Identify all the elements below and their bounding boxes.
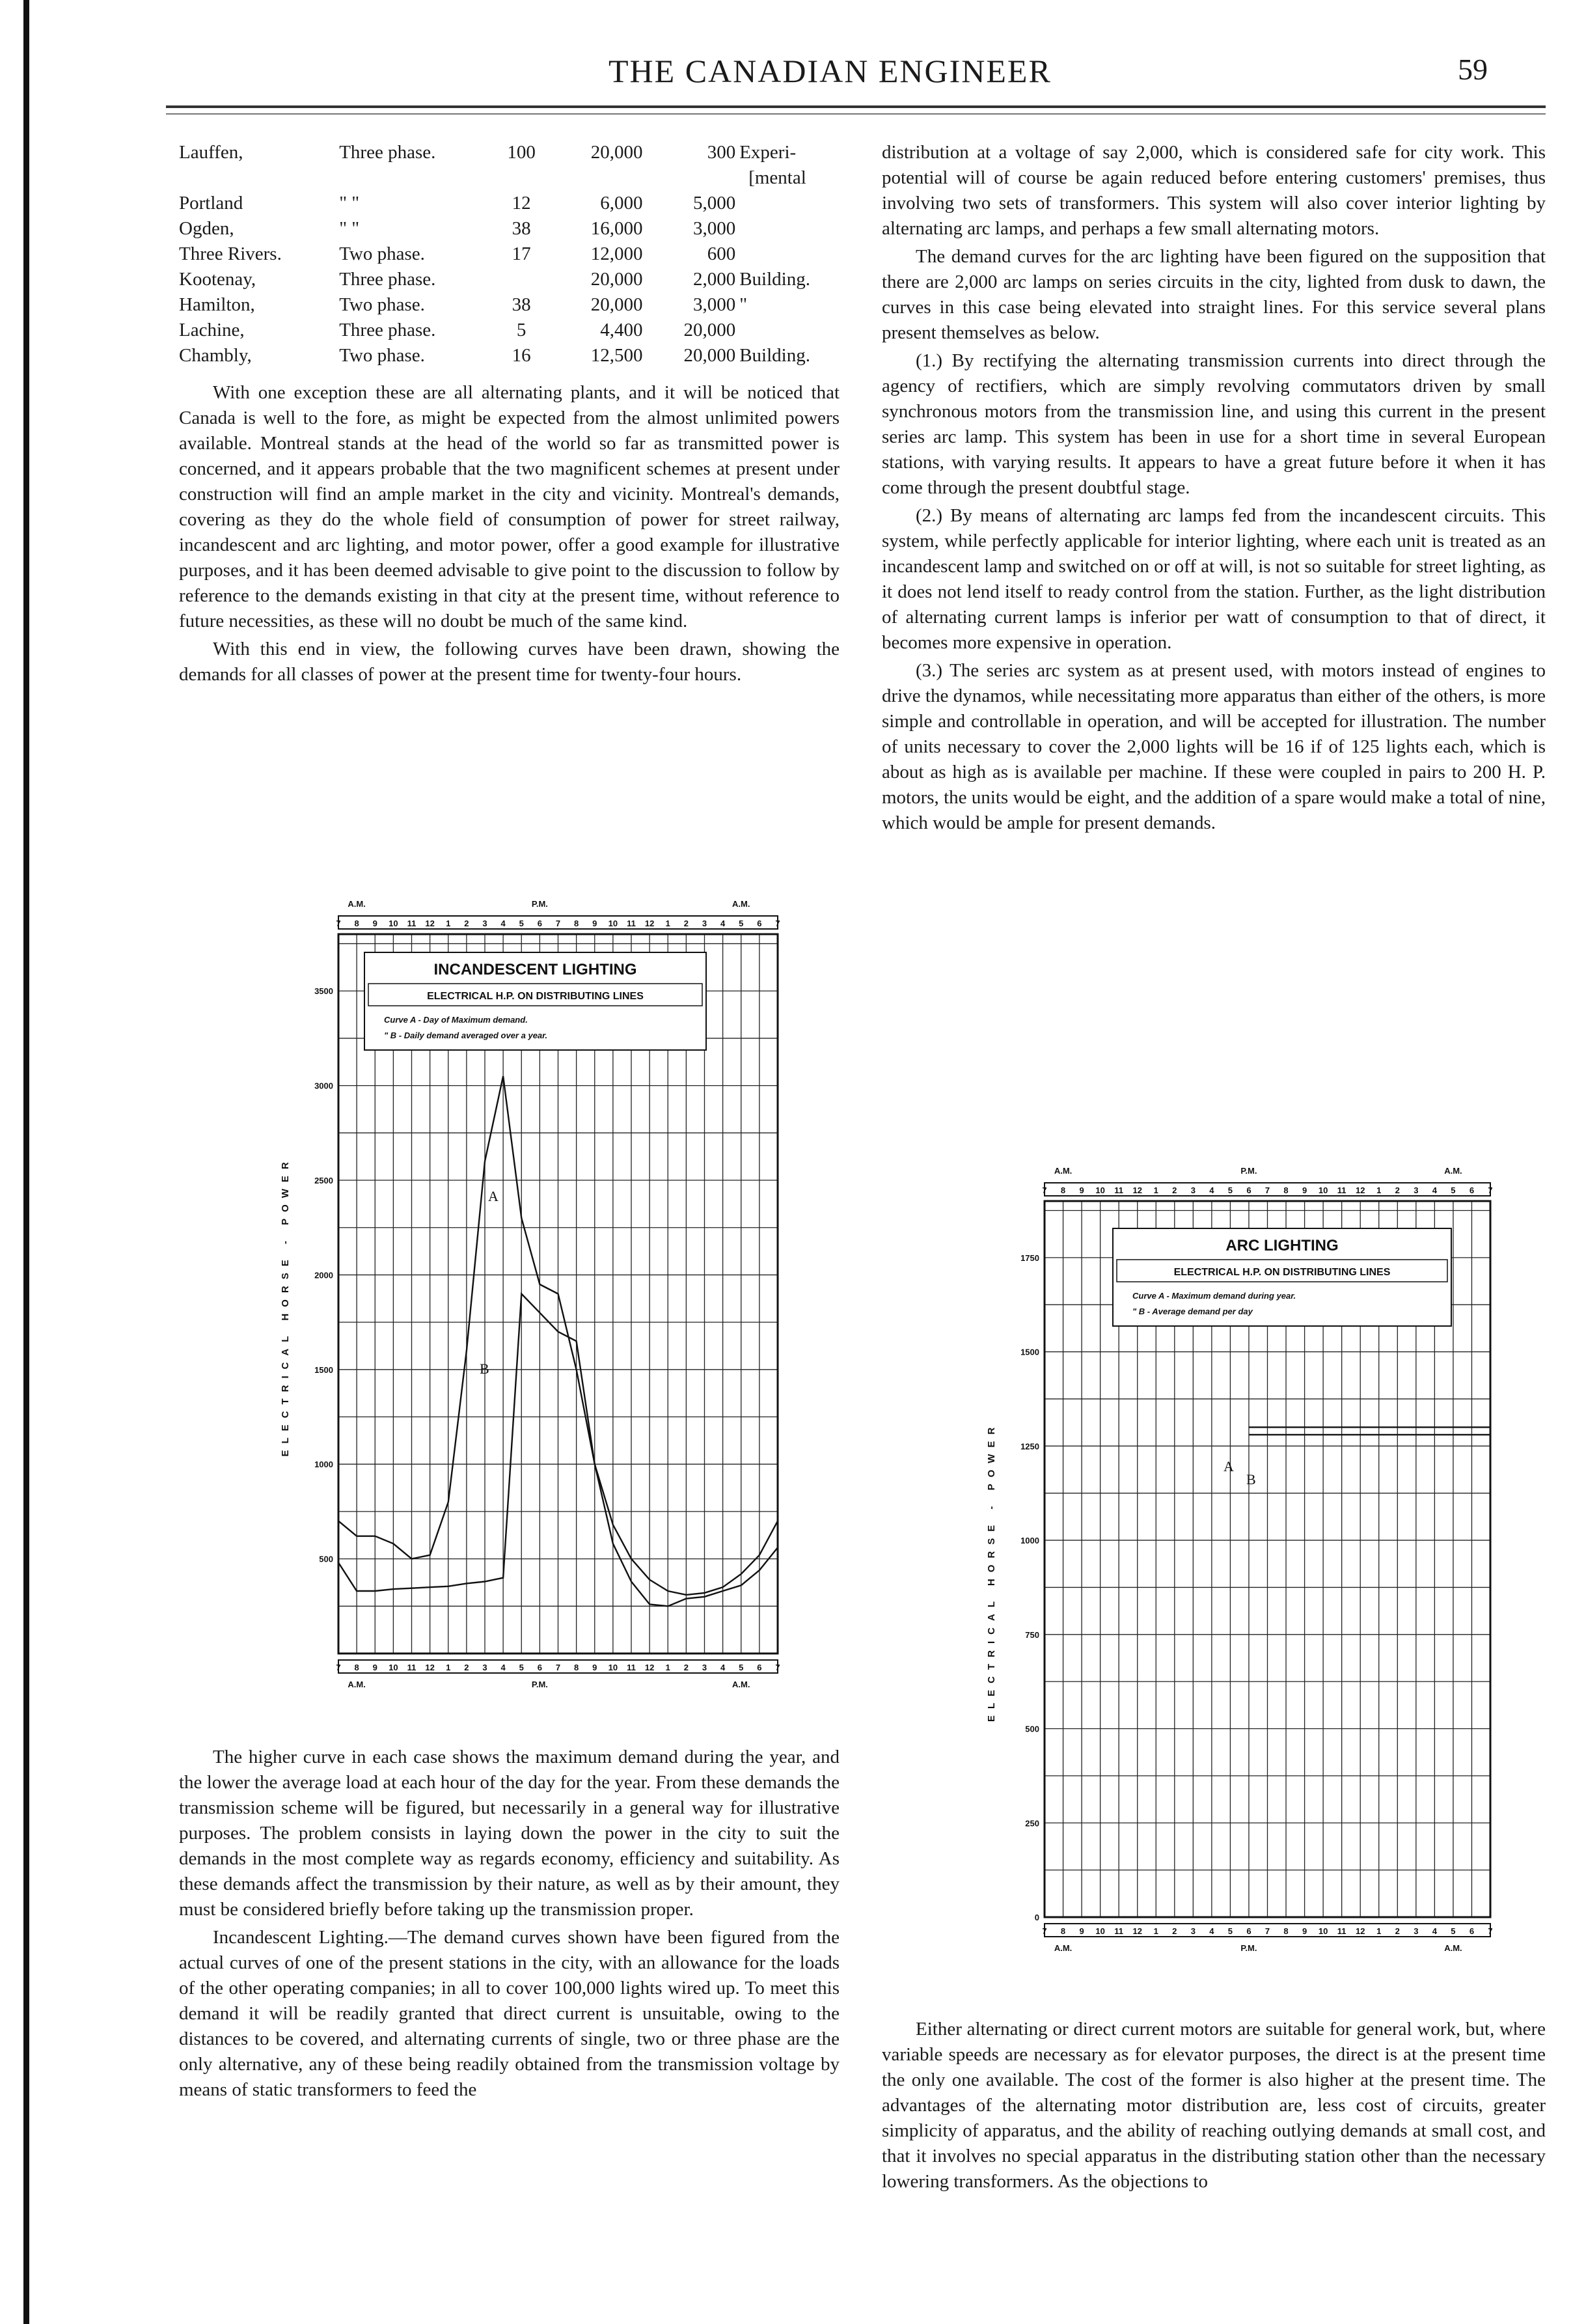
hour-tick-label: 5 <box>739 1663 744 1672</box>
hour-tick-label: 4 <box>1209 1185 1214 1195</box>
y-tick-label: 500 <box>319 1554 333 1564</box>
table-cell: " <box>739 294 748 315</box>
period-label: P.M. <box>531 899 548 909</box>
hour-tick-label: 4 <box>500 1663 506 1672</box>
table-cell: 38 <box>512 294 531 315</box>
hour-tick-label: 3 <box>702 1663 707 1672</box>
hour-tick-label: 3 <box>1414 1185 1419 1195</box>
hour-tick-label: 9 <box>1302 1185 1307 1195</box>
y-tick-label: 2000 <box>314 1270 333 1280</box>
period-label: A.M. <box>1444 1166 1462 1176</box>
table-cell: 2,000 <box>692 269 736 290</box>
table-cell: 20,000 <box>590 142 643 163</box>
table-cell: Three phase. <box>339 269 436 290</box>
hour-tick-label: 7 <box>336 919 341 928</box>
period-label: A.M. <box>348 1680 366 1689</box>
hour-tick-label: 8 <box>1283 1185 1289 1195</box>
table-row <box>179 140 840 165</box>
hour-tick-label: 11 <box>1337 1185 1347 1195</box>
hour-tick-label: 2 <box>1395 1926 1400 1936</box>
hour-tick-label: 9 <box>592 919 597 928</box>
left-column <box>179 140 840 690</box>
table-cell: 3,000 <box>692 218 736 239</box>
arc-lighting-chart <box>976 1142 1503 1989</box>
table-cell: Experi- <box>739 142 797 163</box>
table-cell: 12,000 <box>590 243 643 264</box>
table-cell: 4,400 <box>600 320 643 340</box>
y-tick-label: 1500 <box>1020 1347 1039 1357</box>
table-cell <box>499 267 548 292</box>
hour-tick-label: 7 <box>775 919 780 928</box>
hour-tick-label: 12 <box>425 1663 435 1672</box>
hour-tick-label: 2 <box>464 1663 469 1672</box>
hour-tick-label: 8 <box>354 1663 359 1672</box>
hour-tick-label: 7 <box>1042 1926 1047 1936</box>
y-tick-label: 0 <box>1034 1913 1039 1922</box>
hour-tick-label: 9 <box>1079 1926 1084 1936</box>
table-cell: Lachine, <box>179 320 245 340</box>
incandescent-lighting-chart <box>270 876 791 1728</box>
binding-edge <box>0 0 60 2324</box>
hour-tick-label: 1 <box>446 919 451 928</box>
hour-tick-label: 10 <box>389 1663 398 1672</box>
chart-title: ARC LIGHTING <box>1225 1237 1339 1254</box>
hour-tick-label: 6 <box>757 919 762 928</box>
table-row <box>179 242 840 267</box>
header-rule-secondary <box>166 113 1546 115</box>
table-row <box>179 292 840 318</box>
series-label: A <box>1224 1458 1234 1474</box>
table-cell: 38 <box>512 218 531 239</box>
hour-tick-label: 5 <box>1227 1926 1233 1936</box>
table-cell: Two phase. <box>339 345 425 366</box>
hour-tick-label: 1 <box>1376 1926 1382 1936</box>
table-cell: Three Rivers. <box>179 243 282 264</box>
table-cell: 16,000 <box>590 218 643 239</box>
hour-tick-label: 11 <box>407 1663 417 1672</box>
y-tick-label: 750 <box>1025 1629 1039 1640</box>
hour-tick-label: 7 <box>1488 1185 1493 1195</box>
hour-tick-label: 7 <box>555 919 561 928</box>
table-cell: 3,000 <box>692 294 736 315</box>
table-cell: 12,500 <box>590 345 643 366</box>
paragraph: distribution at a voltage of say 2,000, which is considered safe for city work. This potential will of course be again reduced before entering customers' premises, thus involving two sets of transformers. This system will also cover interior lighting by alternating arc lamps, and perhaps a few small alternating motors. <box>882 142 1546 239</box>
legend-entry: " B - Average demand per day <box>1132 1307 1253 1316</box>
hour-tick-label: 6 <box>757 1663 762 1672</box>
chart-subtitle: ELECTRICAL H.P. ON DISTRIBUTING LINES <box>1173 1267 1391 1278</box>
hour-tick-label: 1 <box>446 1663 451 1672</box>
series-label: A <box>488 1188 499 1204</box>
period-label: P.M. <box>531 1680 548 1689</box>
hour-tick-label: 2 <box>1172 1926 1177 1936</box>
table-cell: Portland <box>179 193 243 214</box>
legend-entry: " B - Daily demand averaged over a year. <box>384 1031 548 1040</box>
period-label: A.M. <box>1054 1943 1073 1953</box>
table-cell: Lauffen, <box>179 142 243 163</box>
right-column-lower <box>882 2017 1546 2197</box>
hour-tick-label: 12 <box>1132 1926 1142 1936</box>
hour-tick-label: 7 <box>555 1663 561 1672</box>
y-axis-label: ELECTRICAL HORSE - POWER <box>280 1155 291 1457</box>
transmission-lines-table <box>179 140 840 368</box>
hour-tick-label: 11 <box>1337 1926 1347 1936</box>
hour-tick-label: 11 <box>1114 1185 1124 1195</box>
hour-tick-label: 3 <box>702 919 707 928</box>
table-row <box>179 318 840 343</box>
table-cell: Three phase. <box>339 142 436 163</box>
hour-tick-label: 3 <box>482 919 487 928</box>
hour-tick-label: 6 <box>537 1663 542 1672</box>
hour-tick-label: 4 <box>500 919 506 928</box>
table-cell <box>739 216 840 242</box>
table-cell: " " <box>339 218 360 239</box>
table-cell: 600 <box>707 243 736 264</box>
hour-tick-label: 4 <box>720 1663 726 1672</box>
hour-tick-label: 8 <box>354 919 359 928</box>
series-label: B <box>1246 1471 1256 1487</box>
hour-tick-label: 10 <box>389 919 398 928</box>
hour-tick-label: 8 <box>574 1663 579 1672</box>
hour-tick-label: 6 <box>1469 1926 1475 1936</box>
table-cell: Hamilton, <box>179 294 255 315</box>
hour-tick-label: 4 <box>1432 1185 1437 1195</box>
table-row <box>179 343 840 368</box>
hour-tick-label: 1 <box>1153 1185 1158 1195</box>
table-cell: 20,000 <box>590 269 643 290</box>
left-column-lower <box>179 1745 840 2105</box>
paragraph: With one exception these are all alternating plants, and it will be noticed that Canada is well to the fore, as might be expected from the almost unlimited powers available. Montreal stands at the head of the world so far as transmitted power is concerned, and it appears probable that the two magnificent schemes at present under construction will find an ample market in the city and vicinity. Montreal's demands, covering as they do the whole field of consumption of power for street railway, incandescent and arc lighting, and motor power, offer a good example for illustrative purposes, and it has been deemed advisable to give point to the discussion to follow by reference to the demands existing in that city at the present time, without reference to future necessities, as these will no doubt be much of the same kind. <box>179 382 840 631</box>
hour-tick-label: 2 <box>1395 1185 1400 1195</box>
hour-tick-label: 1 <box>665 919 670 928</box>
hour-tick-label: 5 <box>1227 1185 1233 1195</box>
hour-tick-label: 9 <box>1079 1185 1084 1195</box>
hour-tick-label: 6 <box>537 919 542 928</box>
table-cell: 20,000 <box>590 294 643 315</box>
table-cell: 20,000 <box>683 345 736 366</box>
hour-tick-label: 9 <box>372 919 377 928</box>
hour-tick-label: 10 <box>1095 1926 1105 1936</box>
hour-tick-label: 3 <box>482 1663 487 1672</box>
hour-tick-label: 5 <box>519 1663 524 1672</box>
table-cell: 6,000 <box>600 193 643 214</box>
table-cell <box>739 191 840 216</box>
hour-tick-label: 3 <box>1190 1185 1196 1195</box>
hour-tick-label: 8 <box>1060 1185 1066 1195</box>
hour-tick-label: 6 <box>1469 1185 1475 1195</box>
series-label: B <box>480 1361 489 1377</box>
table-cell: 20,000 <box>683 320 736 340</box>
journal-title: THE CANADIAN ENGINEER <box>608 53 1052 89</box>
hour-tick-label: 11 <box>1114 1926 1124 1936</box>
period-label: A.M. <box>1054 1166 1073 1176</box>
hour-tick-label: 1 <box>1376 1185 1382 1195</box>
y-tick-label: 250 <box>1025 1818 1039 1829</box>
hour-tick-label: 11 <box>407 919 417 928</box>
period-label: A.M. <box>732 1680 750 1689</box>
hour-tick-label: 10 <box>1095 1185 1105 1195</box>
hour-tick-label: 11 <box>627 1663 636 1672</box>
table-row <box>179 191 840 216</box>
hour-tick-label: 4 <box>1209 1926 1214 1936</box>
table-cell: Three phase. <box>339 320 436 340</box>
table-cell: 5,000 <box>692 193 736 214</box>
hour-tick-label: 10 <box>608 1663 618 1672</box>
hour-tick-label: 5 <box>739 919 744 928</box>
hour-tick-label: 10 <box>608 919 618 928</box>
hour-tick-label: 8 <box>574 919 579 928</box>
y-tick-label: 2500 <box>314 1176 333 1186</box>
paragraph: Incandescent Lighting.—The demand curves shown have been figured from the actual curves of one of the present stations in the city, with an allowance for the loads of the other operating companies; in all to cover 100,000 lights wired up. To meet this demand it will be readily granted that direct current is unsuitable, owing to the distances to be covered, and alternating currents of single, two or three phase are the only alternative, any of these being readily obtained from the transmission voltage by means of static transformers to feed the <box>179 1927 840 2100</box>
hour-tick-label: 7 <box>1042 1185 1047 1195</box>
table-row <box>179 165 840 191</box>
table-cell <box>739 318 840 343</box>
hour-tick-label: 1 <box>665 1663 670 1672</box>
hour-tick-label: 2 <box>464 919 469 928</box>
paragraph: The demand curves for the arc lighting have been figured on the supposition that there are 2,000 arc lamps on series circuits in the city, lighted from dusk to dawn, the curves in this case being elevated into straight lines. For this service several plans present themselves as below. <box>882 246 1546 343</box>
paragraph: The higher curve in each case shows the maximum demand during the year, and the lower the average load at each hour of the day for the year. From these demands the transmission scheme will be figured, but necessarily in a general way for illustrative purposes. The problem consists in laying down the power in the city to suit the demands in the most complete way as regards economy, efficiency and suitability. As these demands affect the transmission by their nature, as well as by their amount, they must be considered briefly before taking up the transmission proper. <box>179 1747 840 1920</box>
table-cell: Two phase. <box>339 294 425 315</box>
chart-subtitle: ELECTRICAL H.P. ON DISTRIBUTING LINES <box>427 991 644 1002</box>
hour-tick-label: 5 <box>1451 1926 1456 1936</box>
hour-tick-label: 12 <box>1355 1926 1365 1936</box>
table-cell: 5 <box>516 320 526 340</box>
hour-tick-label: 7 <box>336 1663 341 1672</box>
paragraph: Either alternating or direct current motors are suitable for general work, but, where variable speeds are necessary as for elevator purposes, the direct is at the present time the only one available. The cost of the former is also higher at the present time. The advantages of the alternating motor distribution are, less cost of circuits, greater simplicity of apparatus, and the ability of reaching outlying demands at small cost, and that it involves no special apparatus in the distributing station other than the necessary lowering transformers. As the objections to <box>882 2019 1546 2192</box>
binding-line <box>23 0 29 2324</box>
hour-tick-label: 1 <box>1153 1926 1158 1936</box>
hour-tick-label: 6 <box>1246 1185 1251 1195</box>
hour-tick-label: 7 <box>1265 1926 1270 1936</box>
hour-tick-label: 7 <box>1488 1926 1493 1936</box>
chart-title: INCANDESCENT LIGHTING <box>433 961 637 978</box>
hour-tick-label: 9 <box>372 1663 377 1672</box>
y-tick-label: 1500 <box>314 1364 333 1375</box>
paragraph: (3.) The series arc system as at present used, with motors instead of engines to drive the dynamos, while necessitating more apparatus than either of the others, is more simple and controllable in operation, and will be accepted for illustration. The number of units necessary to cover the 2,000 lights will be 16 if of 125 lights each, which is about as high as is available per machine. If these were coupled in pairs to 200 H. P. motors, the units would be eight, and the addition of a spare would make a total of nine, which would be ample for present demands. <box>882 660 1546 833</box>
hour-tick-label: 9 <box>1302 1926 1307 1936</box>
hour-tick-label: 5 <box>519 919 524 928</box>
paragraph: (1.) By rectifying the alternating transmission currents into direct through the agency of rectifiers, which are simply revolving commutators driven by small synchronous motors from the transmission line, and using this current in the present series arc lamp. This system has been in use for a short time in several European stations, with varying results. It appears to have a great future before it when it has come through the present doubtful stage. <box>882 350 1546 498</box>
table-cell: Ogden, <box>179 218 234 239</box>
hour-tick-label: 8 <box>1283 1926 1289 1936</box>
hour-tick-label: 3 <box>1190 1926 1196 1936</box>
table-row <box>179 216 840 242</box>
hour-tick-label: 5 <box>1451 1185 1456 1195</box>
hour-tick-label: 8 <box>1060 1926 1066 1936</box>
table-cell: Kootenay, <box>179 269 256 290</box>
table-cell: Building. <box>739 345 810 366</box>
hour-tick-label: 9 <box>592 1663 597 1672</box>
period-label: A.M. <box>1444 1943 1462 1953</box>
hour-tick-label: 4 <box>1432 1926 1437 1936</box>
paragraph: (2.) By means of alternating arc lamps fed from the incandescent circuits. This system, while perfectly applicable for interior lighting, where each unit is treated as an incandescent lamp and switched on or off at will, is not so suitable for street lighting, as it does not lend itself to ready control from the station. Further, as the light distribution of alternating current lamps is inferior per watt of consumption to that of direct, it becomes more expensive in operation. <box>882 505 1546 653</box>
header-rule <box>166 105 1546 108</box>
hour-tick-label: 11 <box>627 919 636 928</box>
hour-tick-label: 7 <box>1265 1185 1270 1195</box>
table-cell: Two phase. <box>339 243 425 264</box>
y-axis-label: ELECTRICAL HORSE - POWER <box>986 1420 997 1722</box>
period-label: A.M. <box>348 899 366 909</box>
hour-tick-label: 6 <box>1246 1926 1251 1936</box>
table-cell: Chambly, <box>179 345 252 366</box>
y-tick-label: 1000 <box>314 1459 333 1470</box>
y-tick-label: 3500 <box>314 986 333 997</box>
paragraph: With this end in view, the following curves have been drawn, showing the demands for all classes of power at the present time for twenty-four hours. <box>179 639 840 685</box>
hour-tick-label: 4 <box>720 919 726 928</box>
table-cell: " " <box>339 193 360 214</box>
table-cell: Building. <box>739 269 810 290</box>
period-label: P.M. <box>1240 1943 1257 1953</box>
y-tick-label: 1250 <box>1020 1441 1039 1452</box>
legend-entry: Curve A - Maximum demand during year. <box>1132 1291 1296 1301</box>
period-label: P.M. <box>1240 1166 1257 1176</box>
right-column <box>882 140 1546 838</box>
hour-tick-label: 2 <box>683 919 689 928</box>
table-cell: 100 <box>507 142 536 163</box>
table-cell: [mental <box>748 167 806 188</box>
table-row <box>179 267 840 292</box>
table-cell: 300 <box>707 142 736 163</box>
hour-tick-label: 10 <box>1318 1926 1328 1936</box>
y-tick-label: 3000 <box>314 1081 333 1091</box>
hour-tick-label: 10 <box>1318 1185 1328 1195</box>
y-tick-label: 1750 <box>1020 1252 1039 1263</box>
y-tick-label: 1000 <box>1020 1536 1039 1546</box>
period-label: A.M. <box>732 899 750 909</box>
table-cell: 12 <box>512 193 531 214</box>
hour-tick-label: 2 <box>683 1663 689 1672</box>
hour-tick-label: 7 <box>775 1663 780 1672</box>
y-tick-label: 500 <box>1025 1724 1039 1734</box>
hour-tick-label: 2 <box>1172 1185 1177 1195</box>
hour-tick-label: 12 <box>1355 1185 1365 1195</box>
hour-tick-label: 12 <box>644 1663 655 1672</box>
hour-tick-label: 12 <box>1132 1185 1142 1195</box>
table-cell <box>739 242 840 267</box>
hour-tick-label: 3 <box>1414 1926 1419 1936</box>
hour-tick-label: 12 <box>425 919 435 928</box>
table-cell: 16 <box>512 345 531 366</box>
table-cell: 17 <box>512 243 531 264</box>
page-number: 59 <box>1458 53 1488 86</box>
legend-entry: Curve A - Day of Maximum demand. <box>384 1015 528 1025</box>
hour-tick-label: 12 <box>644 919 655 928</box>
